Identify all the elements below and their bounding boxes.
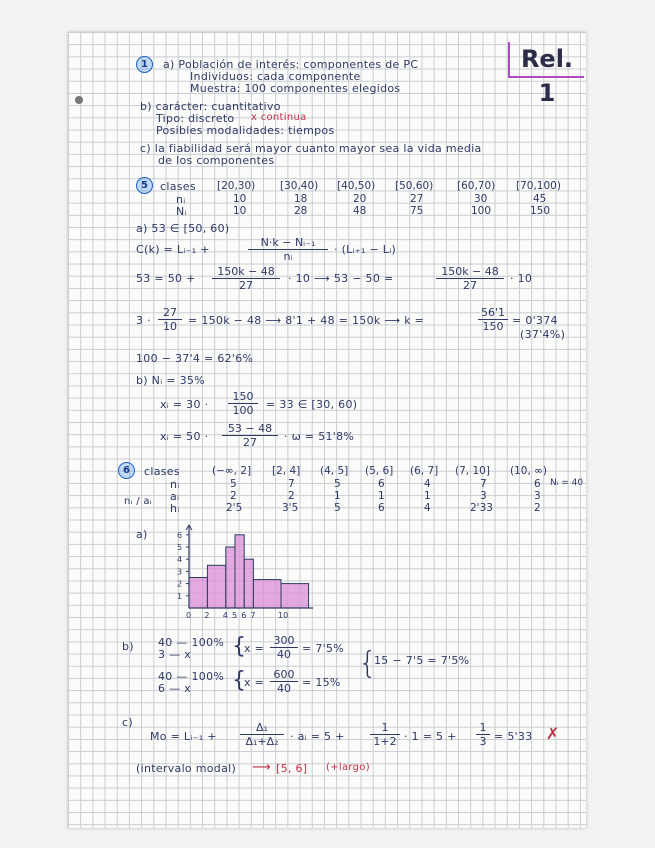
ex5-b-x2-rhs: · ω = 51'8%	[284, 430, 355, 443]
ex6-c-interval-note: (+largo)	[326, 762, 370, 773]
ex6-class: (−∞, 2]	[212, 465, 252, 477]
ex5-table	[0, 180, 655, 220]
ex1-a-line-2: Individuos: cada componente	[190, 70, 361, 83]
ex5-class: [50,60)	[395, 180, 434, 192]
ex6-b1-result: = 7'5%	[302, 642, 344, 655]
histogram-bar	[207, 565, 225, 608]
ex5-b-x-den: 100	[232, 404, 254, 417]
ex1-a-line-1: a) Población de interés: componentes de PC	[163, 58, 419, 71]
ex6-hi: 3'5	[282, 502, 299, 514]
ex5-eq3-lhs: 3 ·	[136, 314, 151, 327]
histogram-bar	[226, 547, 235, 608]
ex5-eq2-fraction	[212, 265, 280, 292]
ex6-b1-bottom: 3 — x	[158, 648, 192, 661]
histogram-y-tick-label: 3	[177, 567, 183, 577]
exercise-number-6: 6	[118, 462, 135, 479]
ex5-Ni: 75	[410, 205, 424, 217]
ex6-c-lhs: Mo = Lᵢ₋₁ +	[150, 730, 217, 743]
ex5-eq2-lhs: 53 = 50 +	[136, 272, 196, 285]
ex5-eq3-num: 27	[158, 306, 182, 320]
histogram	[165, 520, 335, 620]
ex5-ni: 10	[233, 193, 247, 205]
histogram-y-tick-label: 6	[177, 530, 183, 540]
ex6-class: (7, 10]	[455, 465, 490, 477]
ex6-class: [2, 4]	[272, 465, 301, 477]
ex6-a-label: a)	[136, 528, 148, 541]
histogram-x-tick-label: 6	[241, 611, 247, 620]
ex5-eq2-den-2: 27	[463, 279, 477, 292]
ex5-ni: 45	[533, 193, 547, 205]
ex5-class: [20,30)	[217, 180, 256, 192]
ex5-b-x-fraction	[228, 390, 258, 417]
ex5-eq2-den: 27	[239, 279, 253, 292]
ex5-Ni: 100	[471, 205, 492, 217]
ex5-eq2-fraction-2	[436, 265, 504, 292]
ex6-ai: 2	[230, 490, 237, 502]
ex5-b-x-lhs: xᵢ = 30 ·	[160, 398, 209, 411]
ex5-class: [60,70)	[457, 180, 496, 192]
ex1-b-line-2: Tipo: discreto	[156, 112, 235, 125]
ex5-formula-fraction	[248, 236, 328, 263]
ex5-Ni: 150	[530, 205, 551, 217]
ex5-formula-rhs: · (Lᵢ₊₁ − Lᵢ)	[334, 243, 397, 256]
ex6-c-den: Δ₁+Δ₂	[245, 735, 279, 748]
ex1-b-correction: x continua	[251, 112, 307, 123]
ex6-class: (4, 5]	[320, 465, 349, 477]
ex1-b-line-3: Posibles modalidades: tiempos	[156, 124, 335, 137]
ex6-hi: 4	[424, 502, 431, 514]
ex5-eq3-den: 10	[163, 320, 177, 333]
ex6-b2-bottom: 6 — x	[158, 682, 192, 695]
histogram-bar	[244, 559, 253, 608]
ex5-b-x2-lhs: xᵢ = 50 ·	[160, 430, 209, 443]
histogram-y-tick-label: 2	[177, 579, 183, 589]
histogram-y-tick-label: 4	[177, 555, 183, 565]
ex6-b2-brace: {	[232, 668, 247, 693]
ex6-class: (6, 7]	[410, 465, 439, 477]
ex5-ni: 18	[294, 193, 308, 205]
ex6-hi: 5	[334, 502, 341, 514]
ex6-ni: 6	[378, 478, 385, 490]
histogram-bar	[281, 584, 309, 608]
histogram-y-tick-label: 5	[177, 543, 183, 552]
ex5-Ni-label: Nᵢ	[176, 205, 187, 218]
histogram-bar	[235, 535, 244, 608]
ex6-b1-den: 40	[277, 648, 291, 661]
ex6-ratio-label: nᵢ / aᵢ	[124, 496, 152, 507]
ex6-c-den-2: 1+2	[373, 735, 397, 748]
ex5-ni: 27	[410, 193, 424, 205]
ex1-c-line-1: c) la fiabilidad será mayor cuanto mayor sea la vida media	[140, 142, 482, 155]
page-badge: Rel. 1	[508, 42, 584, 78]
ex6-c-arrow: ⟶	[252, 760, 271, 775]
ex6-ni-label: nᵢ	[170, 478, 180, 491]
ex6-c-fraction	[240, 721, 284, 748]
ex5-a-line: a) 53 ∈ [50, 60)	[136, 222, 230, 235]
ex6-ai: 1	[424, 490, 431, 502]
ex5-formula-lhs: C(k) = Lᵢ₋₁ +	[136, 243, 210, 256]
ex6-ni: 5	[334, 478, 341, 490]
ex6-ai: 1	[378, 490, 385, 502]
ex6-classes-header: clases	[144, 465, 180, 478]
ex6-b-big-brace: {	[358, 646, 378, 681]
exercise-number-5: 5	[136, 177, 153, 194]
ex6-ai: 3	[480, 490, 487, 502]
ex5-ni: 30	[474, 193, 488, 205]
ex6-ai: 2	[288, 490, 295, 502]
ex6-hi: 2	[534, 502, 541, 514]
ex6-ni: 4	[424, 478, 431, 490]
ex5-eq3-fraction-2	[478, 306, 508, 333]
ex5-eq3-fraction	[158, 306, 182, 333]
ex5-b-x2-num: 53 − 48	[222, 422, 278, 436]
ex5-eq3-mid: = 150k − 48 ⟶ 8'1 + 48 = 150k ⟶ k =	[188, 314, 425, 327]
histogram-x-tick-label: 0	[186, 611, 192, 620]
ex6-c-interval-value: [5, 6]	[276, 762, 308, 775]
ex6-b2-num: 600	[270, 668, 298, 682]
ex6-c-mid: · aᵢ = 5 +	[290, 730, 345, 743]
ex6-c-num-2: 1	[370, 721, 400, 735]
ex1-b-line-1: b) carácter: cuantitativo	[140, 100, 281, 113]
ex6-c-mid-2: · 1 = 5 +	[404, 730, 457, 743]
histogram-bar	[189, 578, 207, 609]
ex5-eq2-tail: · 10	[510, 272, 533, 285]
ex6-c-fraction-2	[370, 721, 400, 748]
ex5-class: [70,100)	[516, 180, 561, 192]
ex5-eq4: 100 − 37'4 = 62'6%	[136, 352, 254, 365]
histogram-bar	[253, 580, 281, 608]
ex5-class: [40,50)	[337, 180, 376, 192]
ex5-Ni: 28	[294, 205, 308, 217]
ex6-c-den-3: 3	[479, 735, 487, 748]
ex6-hi: 6	[378, 502, 385, 514]
ex6-b1-brace: {	[232, 634, 247, 659]
ex6-c-label: c)	[122, 716, 133, 729]
ex6-b2-top: 40 — 100%	[158, 670, 225, 683]
ex5-Ni: 10	[233, 205, 247, 217]
histogram-x-tick-label: 7	[250, 611, 256, 620]
ex6-b2-x: x =	[244, 676, 265, 689]
ex5-class: [30,40)	[280, 180, 319, 192]
ex6-b1-fraction	[270, 634, 298, 661]
ex6-ai: 1	[334, 490, 341, 502]
ex6-ni: 5	[230, 478, 237, 490]
ex5-eq3-num-2: 56'1	[478, 306, 508, 320]
ex6-N-note: Nᵢ = 40	[550, 478, 584, 488]
ex6-c-num-3: 1	[476, 721, 490, 735]
ex6-table	[0, 465, 655, 515]
ex5-classes-header: clases	[160, 180, 196, 193]
ex6-b1-x: x =	[244, 642, 265, 655]
ex1-c-line-2: de los componentes	[158, 154, 275, 167]
ex5-formula-num: N·k − Nᵢ₋₁	[248, 236, 328, 250]
ex5-b-x2-fraction	[222, 422, 278, 449]
ex5-formula-den: nᵢ	[283, 250, 293, 263]
ex6-ai: 3	[534, 490, 541, 502]
ex6-c-fraction-3	[476, 721, 490, 748]
exercise-number-1: 1	[136, 56, 153, 73]
ex6-c-num: Δ₁	[240, 721, 284, 735]
ex5-b-line: b) Nᵢ = 35%	[136, 374, 205, 387]
ex6-b2-fraction	[270, 668, 298, 695]
ex5-eq3-percent: (37'4%)	[520, 328, 566, 341]
ex5-eq3-result: = 0'374	[512, 314, 558, 327]
ex6-ai-label: aᵢ	[170, 490, 180, 503]
ex1-a-line-3: Muestra: 100 componentes elegidos	[190, 82, 401, 95]
ex6-b-result: 15 − 7'5 = 7'5%	[374, 654, 470, 667]
ex6-c-wrong-mark: ✗	[546, 724, 560, 743]
ex5-eq2-num-2: 150k − 48	[436, 265, 504, 279]
ex5-eq2-num: 150k − 48	[212, 265, 280, 279]
histogram-x-tick-label: 10	[278, 611, 289, 620]
ex6-ni: 7	[288, 478, 295, 490]
histogram-y-tick-label: 1	[177, 591, 183, 601]
ex6-c-interval-label: (intervalo modal)	[136, 762, 237, 775]
ex5-Ni: 48	[353, 205, 367, 217]
ex6-class: (10, ∞)	[510, 465, 547, 477]
ex6-c-result: = 5'33	[494, 730, 533, 743]
ex6-b2-den: 40	[277, 682, 291, 695]
ex6-b2-result: = 15%	[302, 676, 341, 689]
ex5-b-x2-den: 27	[243, 436, 257, 449]
ex6-hi: 2'5	[226, 502, 243, 514]
ex5-eq3-den-2: 150	[482, 320, 504, 333]
ex6-hi: 2'33	[470, 502, 493, 514]
ex6-ni: 7	[480, 478, 487, 490]
ex5-ni: 20	[353, 193, 367, 205]
ex6-b1-top: 40 — 100%	[158, 636, 225, 649]
ex5-b-x-num: 150	[228, 390, 258, 404]
histogram-x-tick-label: 5	[232, 611, 238, 620]
histogram-x-tick-label: 4	[222, 611, 228, 620]
binder-hole	[75, 96, 83, 104]
ex6-hi-label: hᵢ	[170, 502, 180, 515]
ex6-class: (5, 6]	[365, 465, 394, 477]
ex5-eq2-mid: · 10 ⟶ 53 − 50 =	[288, 272, 394, 285]
ex6-ni: 6	[534, 478, 541, 490]
ex6-b1-num: 300	[270, 634, 298, 648]
ex5-ni-label: nᵢ	[176, 193, 186, 206]
histogram-x-tick-label: 2	[204, 611, 210, 620]
ex5-b-x-rhs: = 33 ∈ [30, 60)	[266, 398, 358, 411]
ex6-b-label: b)	[122, 640, 134, 653]
